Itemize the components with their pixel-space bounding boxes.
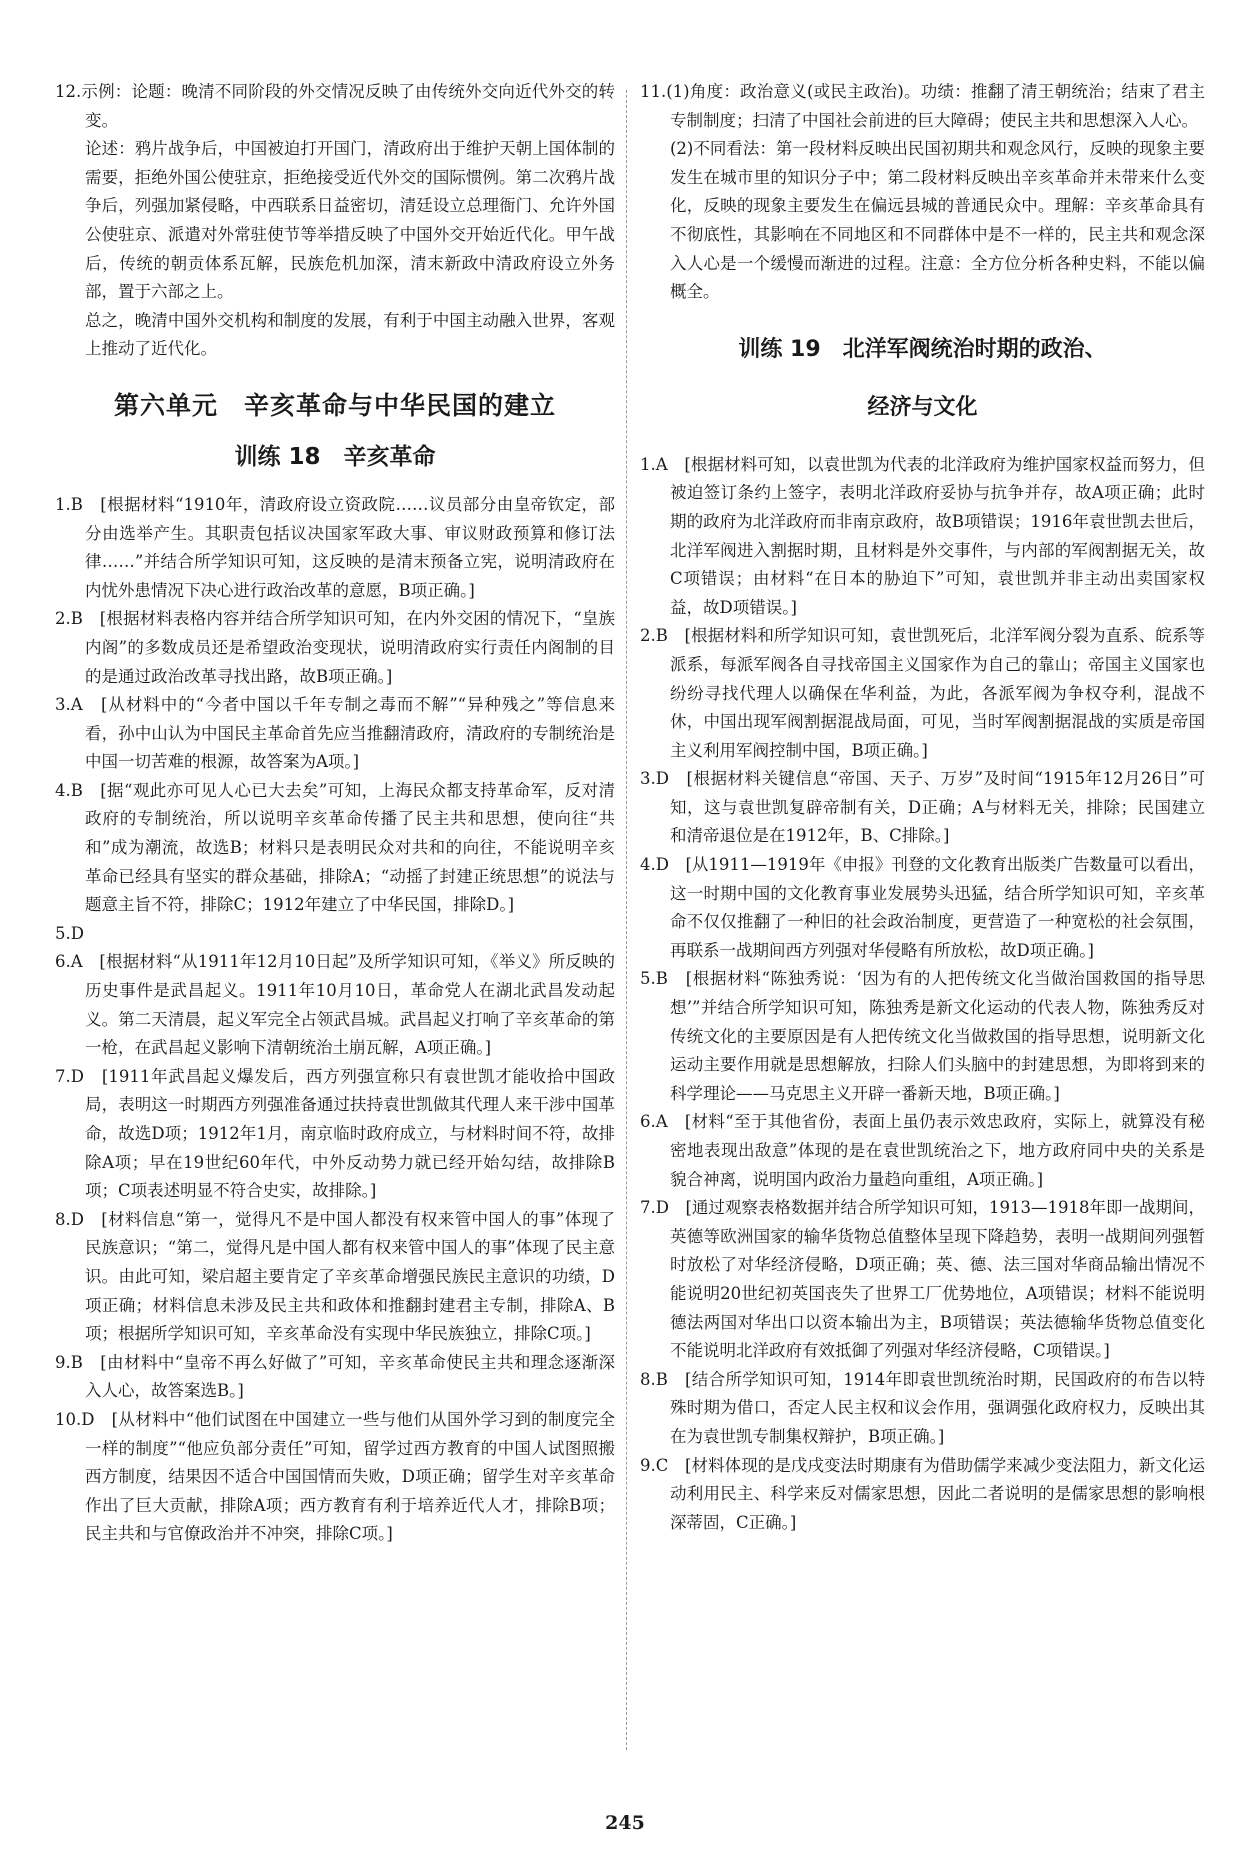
answer-item: 8.D [材料信息“第一，觉得凡不是中国人都没有权来管中国人的事”体现了民族意识；“第二，觉得凡是中国人都有权来管中国人的事”体现了民主意识。由此可知，梁启超主要肯定了辛亥革命增强民族民主意识的功绩，D项正确；材料信息未涉及民主共和政体和推翻封建君主专制，排除A、B项；根据所学知识可知，辛亥革命没有实现中华民族独立，排除C项。] — [55, 1209, 615, 1344]
q11-part1: 11.(1)角度：政治意义(或民主政治)。功绩：推翻了清王朝统治；结束了君主专制制度；扫清了中国社会前进的巨大障碍；使民主共和思想深入人心。 — [640, 82, 1205, 130]
answer-item: 2.B [根据材料和所学知识可知，袁世凯死后，北洋军阀分裂为直系、皖系等派系，每派军阀各自寻找帝国主义国家作为自己的靠山；帝国主义国家也纷纷寻找代理人以确保在华利益，为此，各派军阀为争权夺利，混战不休，中国出现军阀割据混战局面，可见，当时军阀割据混战的实质是帝国主义利用军阀控制中国，B项正确。] — [640, 626, 1205, 760]
left-column — [55, 78, 615, 1549]
answer-item: 6.A [根据材料“从1911年12月10日起”及所学知识可知，《举义》所反映的历史事件是武昌起义。1911年10月10日，革命党人在湖北武昌发动起义。第二天清晨，起义军完全占领武昌城。武昌起义打响了辛亥革命的第一枪，在武昌起义影响下清朝统治土崩瓦解，A项正确。] — [55, 952, 615, 1058]
answer-item: 5.D — [55, 923, 84, 943]
answer-item: 3.A [从材料中的“今者中国以千年专制之毒而不解”“异种残之”等信息来看，孙中山认为中国民主革命首先应当推翻清政府，清政府的专制统治是中国一切苦难的根源，故答案为A项。] — [55, 695, 615, 772]
answer-item: 10.D [从材料中“他们试图在中国建立一些与他们从国外学习到的制度完全一样的制度”“他应负部分责任”可知，留学过西方教育的中国人试图照搬西方制度，结果因不适合中国国情而失败，D项正确；留学生对辛亥革命作出了巨大贡献，排除A项；西方教育有利于培养近代人才，排除B项；民主共和与官僚政治并不冲突，排除C项。] — [55, 1409, 615, 1544]
answer-item: 2.B [根据材料表格内容并结合所学知识可知，在内外交困的情况下，“皇族内阁”的多数成员还是希望政治变现状，说明清政府实行责任内阁制的目的是通过政治改革寻找出路，故B项正确。] — [55, 609, 615, 686]
answer-item: 1.B [根据材料“1910年，清政府设立资政院……议员部分由皇帝钦定，部分由选举产生。其职责包括议决国家军政大事、审议财政预算和修订法律……”并结合所学知识可知，这反映的是清末预备立宪，说明清政府在内忧外患情况下决心进行政治改革的意愿，B项正确。] — [55, 494, 615, 600]
answer-item: 7.D [通过观察表格数据并结合所学知识可知，1913—1918年即一战期间，英德等欧洲国家的输华货物总值整体呈现下降趋势，表明一战期间列强暂时放松了对华经济侵略，D项正确；英、德、法三国对华商品输出情况不能说明20世纪初英国丧失了世界工厂优势地位，A项错误；材料不能说明德法两国对华出口以资本输出为主，B项错误；英法德输华货物总值变化不能说明北洋政府有效抵御了列强对华经济侵略，C项错误。] — [640, 1198, 1205, 1361]
page-number: 245 — [605, 1812, 645, 1834]
answer-item: 3.D [根据材料关键信息“帝国、天子、万岁”及时间“1915年12月26日”可知，这与袁世凯复辟帝制有关，D正确；A与材料无关，排除；民国建立和清帝退位是在1912年，B、C排除。] — [640, 769, 1205, 846]
answer-list-19 — [640, 451, 1205, 1538]
answer-item: 8.B [结合所学知识可知，1914年即袁世凯统治时期，民国政府的布告以特殊时期为借口，否定人民主权和议会作用，强调强化政府权力，反映出其在为袁世凯专制集权辩护，B项正确。] — [640, 1369, 1205, 1446]
answer-item: 4.D [从1911—1919年《申报》刊登的文化教育出版类广告数量可以看出，这一时期中国的文化教育事业发展势头迅猛，结合所学知识可知，辛亥革命不仅仅推翻了一种旧的社会政治制度，更营造了一种宽松的社会氛围，再联系一战期间西方列强对华侵略有所放松，故D项正确。] — [640, 855, 1205, 960]
answer-item: 9.B [由材料中“皇帝不再么好做了”可知，辛亥革命使民主共和理念逐渐深入人心，故答案选B。] — [55, 1352, 615, 1401]
q11-part2: (2)不同看法：第一段材料反映出民国初期共和观念风行，反映的现象主要发生在城市里的知识分子中；第二段材料反映出辛亥革命并未带来什么变化，反映的现象主要发生在偏远县城的普通民众中。理解：辛亥革命具有不彻底性，其影响在不同地区和不同群体中是不一样的，民主共和观念深入人心是一个缓慢而渐进的过程。注意：全方位分析各种史料，不能以偏概全。 — [670, 139, 1205, 302]
lesson-title-19-line2: 经济与文化 — [867, 394, 978, 420]
answer-item: 5.B [根据材料“陈独秀说：‘因为有的人把传统文化当做治国救国的指导思想’”并结合所学知识可知，陈独秀是新文化运动的代表人物，陈独秀反对传统文化的主要原因是有人把传统文化当做救国的指导思想，说明新文化运动主要作用就是思想解放，扫除人们头脑中的封建思想，为即将到来的科学理论——马克思主义开辟一番新天地，B项正确。] — [640, 969, 1205, 1103]
answer-item: 6.A [材料“至于其他省份，表面上虽仍表示效忠政府，实际上，就算没有秘密地表现出敌意”体现的是在袁世凯统治之下，地方政府同中央的关系是貌合神离，说明国内政治力量趋向重组，A项正确。] — [640, 1112, 1205, 1189]
unit-title: 第六单元 辛亥革命与中华民国的建立 — [113, 390, 556, 420]
lesson-title-18: 训练 18 辛亥革命 — [234, 443, 436, 470]
q12-argument: 论述：鸦片战争后，中国被迫打开国门，清政府出于维护天朝上国体制的需要，拒绝外国公使驻京，拒绝接受近代外交的国际惯例。第二次鸦片战争后，列强加紧侵略，中西联系日益密切，清廷设立总理衙门、允许外国公使驻京、派遣对外常驻使节等举措反映了中国外交开始近代化。甲午战后，传统的朝贡体系瓦解，民族危机加深，清末新政中清政府设立外务部，置于六部之上。 — [85, 139, 615, 302]
lesson-title-19-line1: 训练 19 北洋军阀统治时期的政治、 — [738, 336, 1107, 362]
q12-conclusion: 总之，晚清中国外交机构和制度的发展，有利于中国主动融入世界，客观上推动了近代化。 — [85, 310, 615, 359]
answer-item: 4.B [据“观此亦可见人心已大去矣”可知，上海民众都支持革命军，反对清政府的专制统治，所以说明辛亥革命传播了民主共和思想，使向往“共和”成为潮流，故选B；材料只是表明民众对共和的向往，不能说明辛亥革命已经具有坚实的群众基础，排除A；“动摇了封建正统思想”的说法与题意主旨不符，排除C；1912年建立了中华民国，排除D。] — [55, 780, 615, 915]
answer-item: 7.D [1911年武昌起义爆发后，西方列强宣称只有袁世凯才能收拾中国政局，表明这一时期西方列强准备通过扶持袁世凯做其代理人来干涉中国革命，故选D项；1912年1月，南京临时政府成立，与材料时间不符，故排除A项；早在19世纪60年代，中外反动势力就已经开始勾结，故排除B项；C项表述明显不符合史实，故排除。] — [55, 1066, 615, 1201]
answer-item: 1.A [根据材料可知，以袁世凯为代表的北洋政府为维护国家权益而努力，但被迫签订条约上签字，表明北洋政府妥协与抗争并存，故A项正确；此时期的政府为北洋政府而非南京政府，故B项错误；1916年袁世凯去世后，北洋军阀进入割据时期，且材料是外交事件，与内部的军阀割据无关，故C项错误；由材料“在日本的胁迫下”可知，袁世凯并非主动出卖国家权益，故D项错误。] — [640, 454, 1205, 617]
right-column — [640, 78, 1205, 1537]
answer-list-18 — [55, 491, 615, 1549]
column-divider — [626, 90, 627, 1750]
answer-item: 9.C [材料体现的是戊戌变法时期康有为借助儒学来减少变法阻力，新文化运动利用民主、科学来反对儒家思想，因此二者说明的是儒家思想的影响根深蒂固，C正确。] — [640, 1455, 1205, 1532]
q12-example: 12.示例：论题：晚清不同阶段的外交情况反映了由传统外交向近代外交的转变。 — [55, 82, 615, 130]
